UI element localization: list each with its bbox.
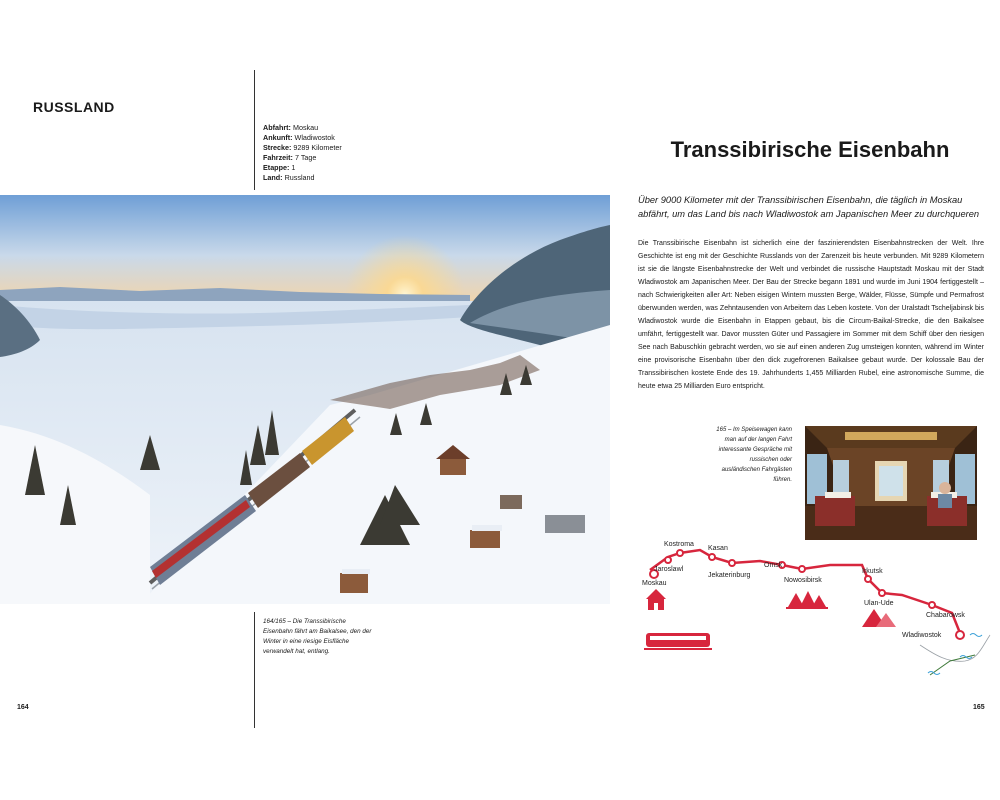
stop-label: Ulan-Ude bbox=[864, 600, 894, 607]
article-body: Die Transsibirische Eisenbahn ist sicherlich eine der faszinierendsten Eisenbahnstrecken der Welt. Ihre Geschichte ist eng mit der Geschichte Russlands von der Zarenzeit bis heute verbunden. Mit 9289 Kilometern ist sie die längste Eisenbahnstrecke der Welt und verbindet die russische Hauptstadt Moskau mit der Stadt Wladiwostok am Japanischen Meer. Der Bau der Strecke begann 1891 und wurde im Juni 1904 fertiggestellt – nach Schwierigkeiten aller Art: Neben eisigen Wintern mussten Berge, Wälder, Flüsse, Sümpfe und Permafrost überwunden werden, was Zehntausenden von Arbeitern das Leben kostete. Von der Uralstadt Tscheljabinsk bis Wladiwostok wurde die Eisenbahn in Etappen gebaut, bis die Circum-Baikal-Strecke, die den Baikalsee umfährt, fertiggestellt war. Davor mussten Güter und Passagiere im Sommer mit dem Schiff über den riesigen See nach Babuschkin gebracht werden, wo sie auf einen anderen Zug umsteigen konnten, während im Winter eine provisorische Eisenbahn über den dick zugefrorenen Baikalsee gebaut wurde. Der kolossale Bau der Transsibirischen kostete Ende des 19. Jahrhunderts 1,455 Milliarden Rubel, eine astronomische Summe, die heute etwa 25 Milliarden Euro entspricht. bbox=[638, 240, 984, 390]
stop-marker-ulan-ude bbox=[879, 590, 885, 596]
stop-marker-jaroslawl bbox=[665, 557, 671, 563]
fact-row: Abfahrt: Moskau bbox=[263, 123, 319, 132]
stop-marker-irkutsk bbox=[865, 576, 871, 582]
route-facts bbox=[263, 123, 443, 183]
page-number-left: 164 bbox=[17, 704, 29, 711]
stop-label: Irkutsk bbox=[862, 568, 883, 575]
route-map bbox=[630, 535, 1000, 685]
column-divider-top bbox=[254, 70, 255, 190]
stop-marker-jekaterinburg bbox=[729, 560, 735, 566]
dining-car-photo bbox=[805, 426, 977, 540]
train-icon bbox=[644, 633, 712, 650]
baikal-train-photo bbox=[0, 195, 610, 604]
stop-label: Omsk bbox=[764, 562, 783, 569]
stop-label: Nowosibirsk bbox=[784, 577, 822, 584]
stop-label: Wladiwostok bbox=[902, 632, 942, 639]
stop-label: Kasan bbox=[708, 545, 728, 552]
section-heading: RUSSLAND bbox=[33, 99, 115, 115]
stop-label: Jekaterinburg bbox=[708, 572, 751, 579]
stop-label: Chabarowsk bbox=[926, 612, 965, 619]
fact-row: Ankunft: Wladiwostok bbox=[263, 133, 335, 142]
kremlin-icon bbox=[646, 589, 666, 610]
stop-label: Kostroma bbox=[664, 541, 694, 548]
stop-marker-kasan bbox=[709, 554, 715, 560]
mountains-icon bbox=[862, 609, 896, 627]
fact-row: Etappe: 1 bbox=[263, 163, 296, 172]
page-number-right: 165 bbox=[973, 704, 985, 711]
article-title: Transsibirische Eisenbahn bbox=[670, 137, 950, 162]
stop-label: Moskau bbox=[642, 580, 667, 587]
fact-row: Strecke: 9289 Kilometer bbox=[263, 143, 342, 152]
dining-car-caption: 165 – Im Speisewagen kann man auf der langen Fahrt interessante Gespräche mit russischen oder ausländischen Fahrgästen führen. bbox=[716, 427, 792, 483]
column-divider-bottom bbox=[254, 612, 255, 728]
fact-row: Fahrzeit: 7 Tage bbox=[263, 153, 317, 162]
stop-marker-wladiwostok bbox=[956, 631, 964, 639]
stop-label: Jaroslawl bbox=[654, 566, 684, 573]
forest-icon bbox=[786, 591, 828, 609]
sea-waves-icon bbox=[928, 634, 982, 675]
photo-caption: 164/165 – Die Transsibirische Eisenbahn fährt am Baikalsee, den der Winter in eine riesige Eisfläche verwandelt hat, entlang. bbox=[263, 618, 372, 655]
stop-marker-kostroma bbox=[677, 550, 683, 556]
stop-marker-chabarowsk bbox=[929, 602, 935, 608]
fact-row: Land: Russland bbox=[263, 173, 315, 182]
article-lede: Über 9000 Kilometer mit der Transsibirischen Eisenbahn, die täglich in Moskau abfährt, um das Land bis nach Wladiwostok am Japanischen Meer zu durchqueren bbox=[638, 195, 980, 219]
stop-marker-nowosibirsk bbox=[799, 566, 805, 572]
route-line bbox=[650, 550, 960, 633]
